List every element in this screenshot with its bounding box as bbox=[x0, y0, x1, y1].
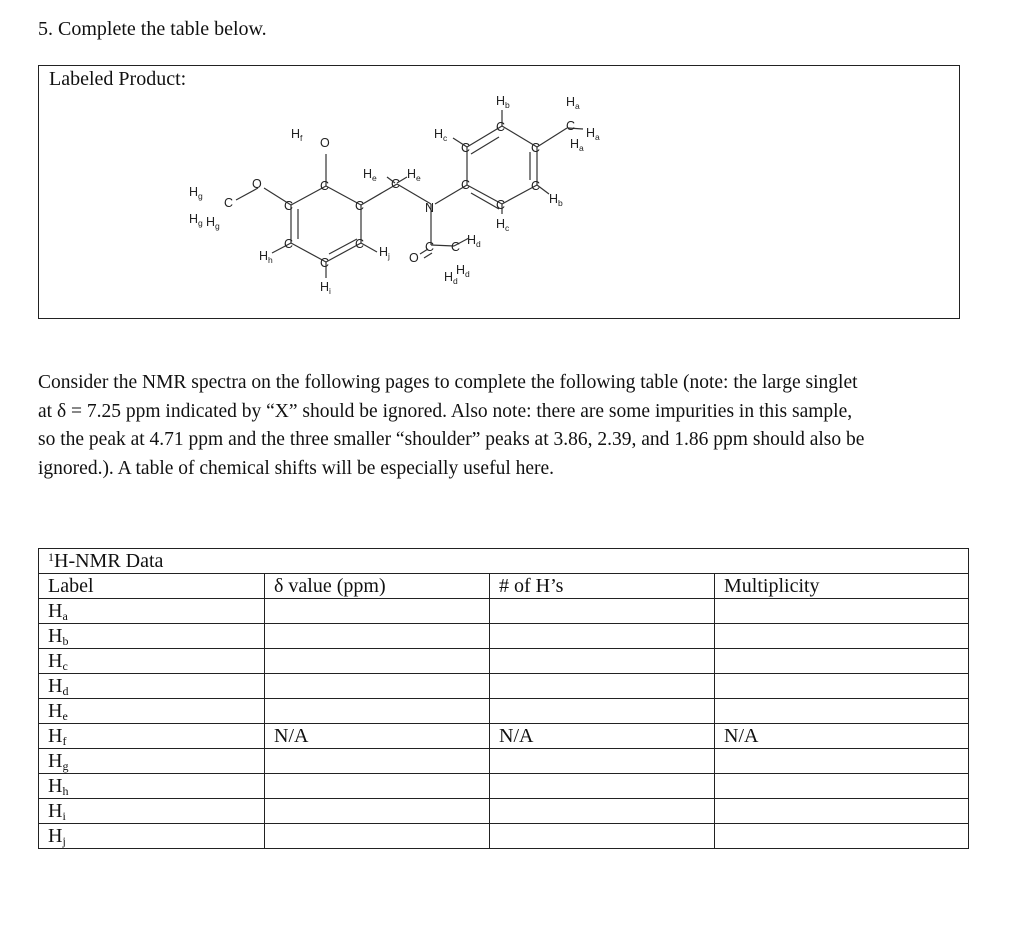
nmr-data-table bbox=[38, 548, 969, 849]
svg-text:c: c bbox=[505, 223, 510, 233]
delta-cell[interactable] bbox=[265, 599, 490, 624]
instructions-paragraph bbox=[38, 369, 968, 484]
svg-text:b: b bbox=[505, 100, 510, 110]
instructions-line: so the peak at 4.71 ppm and the three smaller “shoulder” peaks at 3.86, 2.39, and 1.86 ppm should also be bbox=[38, 429, 865, 451]
instructions-line: Consider the NMR spectra on the following pages to complete the following table (note: the large singlet bbox=[38, 372, 858, 393]
delta-cell[interactable] bbox=[265, 699, 490, 724]
svg-text:H: H bbox=[496, 94, 506, 108]
svg-text:g: g bbox=[198, 218, 203, 228]
svg-text:d: d bbox=[465, 269, 470, 279]
svg-text:C: C bbox=[320, 179, 330, 193]
multiplicity-cell[interactable] bbox=[715, 749, 969, 774]
molecule-structure bbox=[39, 66, 959, 318]
delta-cell[interactable] bbox=[265, 674, 490, 699]
row-label: $H_c$ bbox=[39, 649, 265, 674]
delta-cell[interactable] bbox=[265, 774, 490, 799]
svg-text:H: H bbox=[379, 245, 389, 259]
multiplicity-cell[interactable] bbox=[715, 699, 969, 724]
header-multiplicity: Multiplicity bbox=[715, 574, 969, 599]
svg-text:O: O bbox=[320, 136, 330, 150]
count-cell[interactable] bbox=[490, 699, 715, 724]
count-cell[interactable] bbox=[490, 599, 715, 624]
svg-text:H: H bbox=[259, 249, 269, 263]
svg-text:H: H bbox=[586, 126, 596, 140]
svg-text:d: d bbox=[476, 239, 481, 249]
svg-text:C: C bbox=[461, 141, 471, 155]
svg-text:C: C bbox=[224, 196, 234, 210]
svg-text:H: H bbox=[570, 137, 580, 151]
svg-text:f: f bbox=[300, 133, 303, 143]
svg-text:O: O bbox=[409, 251, 419, 265]
delta-cell[interactable] bbox=[265, 824, 490, 849]
row-label: $H_a$ bbox=[39, 599, 265, 624]
count-cell[interactable] bbox=[490, 674, 715, 699]
svg-text:C: C bbox=[355, 237, 365, 251]
multiplicity-cell[interactable] bbox=[715, 624, 969, 649]
svg-text:H: H bbox=[444, 270, 454, 284]
table-row bbox=[39, 824, 969, 849]
svg-text:H: H bbox=[496, 217, 506, 231]
svg-text:e: e bbox=[416, 173, 421, 183]
table-row bbox=[39, 799, 969, 824]
table-title: $^1$H-NMR Data bbox=[39, 549, 969, 574]
table-row bbox=[39, 599, 969, 624]
count-cell[interactable] bbox=[490, 774, 715, 799]
multiplicity-cell[interactable] bbox=[715, 774, 969, 799]
table-title-row bbox=[39, 549, 969, 574]
svg-text:H: H bbox=[566, 95, 576, 109]
svg-text:H: H bbox=[320, 280, 330, 294]
multiplicity-cell[interactable] bbox=[715, 649, 969, 674]
count-cell[interactable] bbox=[490, 799, 715, 824]
row-label: $H_h$ bbox=[39, 774, 265, 799]
svg-text:j: j bbox=[388, 251, 390, 261]
svg-text:b: b bbox=[558, 198, 563, 208]
svg-text:H: H bbox=[407, 167, 417, 181]
count-cell: N/A bbox=[490, 724, 715, 749]
svg-text:C: C bbox=[531, 179, 541, 193]
table-row bbox=[39, 699, 969, 724]
header-count: # of H’s bbox=[490, 574, 715, 599]
svg-text:H: H bbox=[291, 127, 301, 141]
svg-text:C: C bbox=[355, 199, 365, 213]
svg-text:H: H bbox=[363, 167, 373, 181]
row-label: $H_f$ bbox=[39, 724, 265, 749]
table-row bbox=[39, 724, 969, 749]
header-delta: δ value (ppm) bbox=[265, 574, 490, 599]
svg-text:C: C bbox=[531, 141, 541, 155]
table-row bbox=[39, 674, 969, 699]
svg-text:H: H bbox=[549, 192, 559, 206]
svg-text:H: H bbox=[456, 263, 466, 277]
svg-text:a: a bbox=[575, 101, 580, 111]
row-label: $H_j$ bbox=[39, 824, 265, 849]
delta-cell[interactable] bbox=[265, 749, 490, 774]
table-row bbox=[39, 624, 969, 649]
svg-text:c: c bbox=[443, 133, 448, 143]
instructions-line: at δ = 7.25 ppm indicated by “X” should be ignored. Also note: there are some impurities in this sample, bbox=[38, 400, 853, 422]
svg-text:g: g bbox=[215, 221, 220, 231]
multiplicity-cell[interactable] bbox=[715, 674, 969, 699]
table-row bbox=[39, 774, 969, 799]
svg-text:a: a bbox=[579, 143, 584, 153]
svg-text:O: O bbox=[252, 177, 262, 191]
count-cell[interactable] bbox=[490, 749, 715, 774]
svg-text:g: g bbox=[198, 191, 203, 201]
labeled-product-label: Labeled Product: bbox=[49, 68, 187, 90]
svg-text:a: a bbox=[595, 132, 600, 142]
svg-text:H: H bbox=[189, 212, 199, 226]
row-label: $H_i$ bbox=[39, 799, 265, 824]
table-header-row bbox=[39, 574, 969, 599]
question-heading: 5. Complete the table below. bbox=[38, 18, 267, 40]
delta-cell[interactable] bbox=[265, 799, 490, 824]
delta-cell[interactable] bbox=[265, 649, 490, 674]
delta-cell: N/A bbox=[265, 724, 490, 749]
svg-text:e: e bbox=[372, 173, 377, 183]
svg-text:d: d bbox=[453, 276, 458, 286]
row-label: $H_b$ bbox=[39, 624, 265, 649]
table-row bbox=[39, 749, 969, 774]
svg-text:C: C bbox=[425, 240, 435, 254]
header-label: Label bbox=[39, 574, 265, 599]
svg-text:H: H bbox=[206, 215, 216, 229]
row-label: $H_g$ bbox=[39, 749, 265, 774]
svg-text:C: C bbox=[451, 240, 461, 254]
count-cell[interactable] bbox=[490, 649, 715, 674]
multiplicity-cell: N/A bbox=[715, 724, 969, 749]
delta-cell[interactable] bbox=[265, 624, 490, 649]
svg-text:h: h bbox=[268, 255, 273, 265]
svg-text:C: C bbox=[461, 178, 471, 192]
svg-text:N: N bbox=[425, 201, 435, 215]
svg-text:C: C bbox=[391, 177, 401, 191]
svg-text:H: H bbox=[467, 233, 477, 247]
svg-text:H: H bbox=[189, 185, 199, 199]
row-label: $H_e$ bbox=[39, 699, 265, 724]
svg-text:i: i bbox=[329, 286, 331, 296]
svg-text:C: C bbox=[320, 256, 330, 270]
multiplicity-cell[interactable] bbox=[715, 799, 969, 824]
multiplicity-cell[interactable] bbox=[715, 824, 969, 849]
svg-text:H: H bbox=[434, 127, 444, 141]
svg-text:C: C bbox=[284, 237, 294, 251]
svg-text:C: C bbox=[496, 120, 506, 134]
svg-text:C: C bbox=[566, 119, 576, 133]
svg-text:C: C bbox=[496, 198, 506, 212]
labeled-product-box bbox=[38, 65, 960, 319]
count-cell[interactable] bbox=[490, 624, 715, 649]
table-row bbox=[39, 649, 969, 674]
svg-text:C: C bbox=[284, 199, 294, 213]
count-cell[interactable] bbox=[490, 824, 715, 849]
row-label: $H_d$ bbox=[39, 674, 265, 699]
multiplicity-cell[interactable] bbox=[715, 599, 969, 624]
instructions-line: ignored.). A table of chemical shifts will be especially useful here. bbox=[38, 458, 555, 480]
